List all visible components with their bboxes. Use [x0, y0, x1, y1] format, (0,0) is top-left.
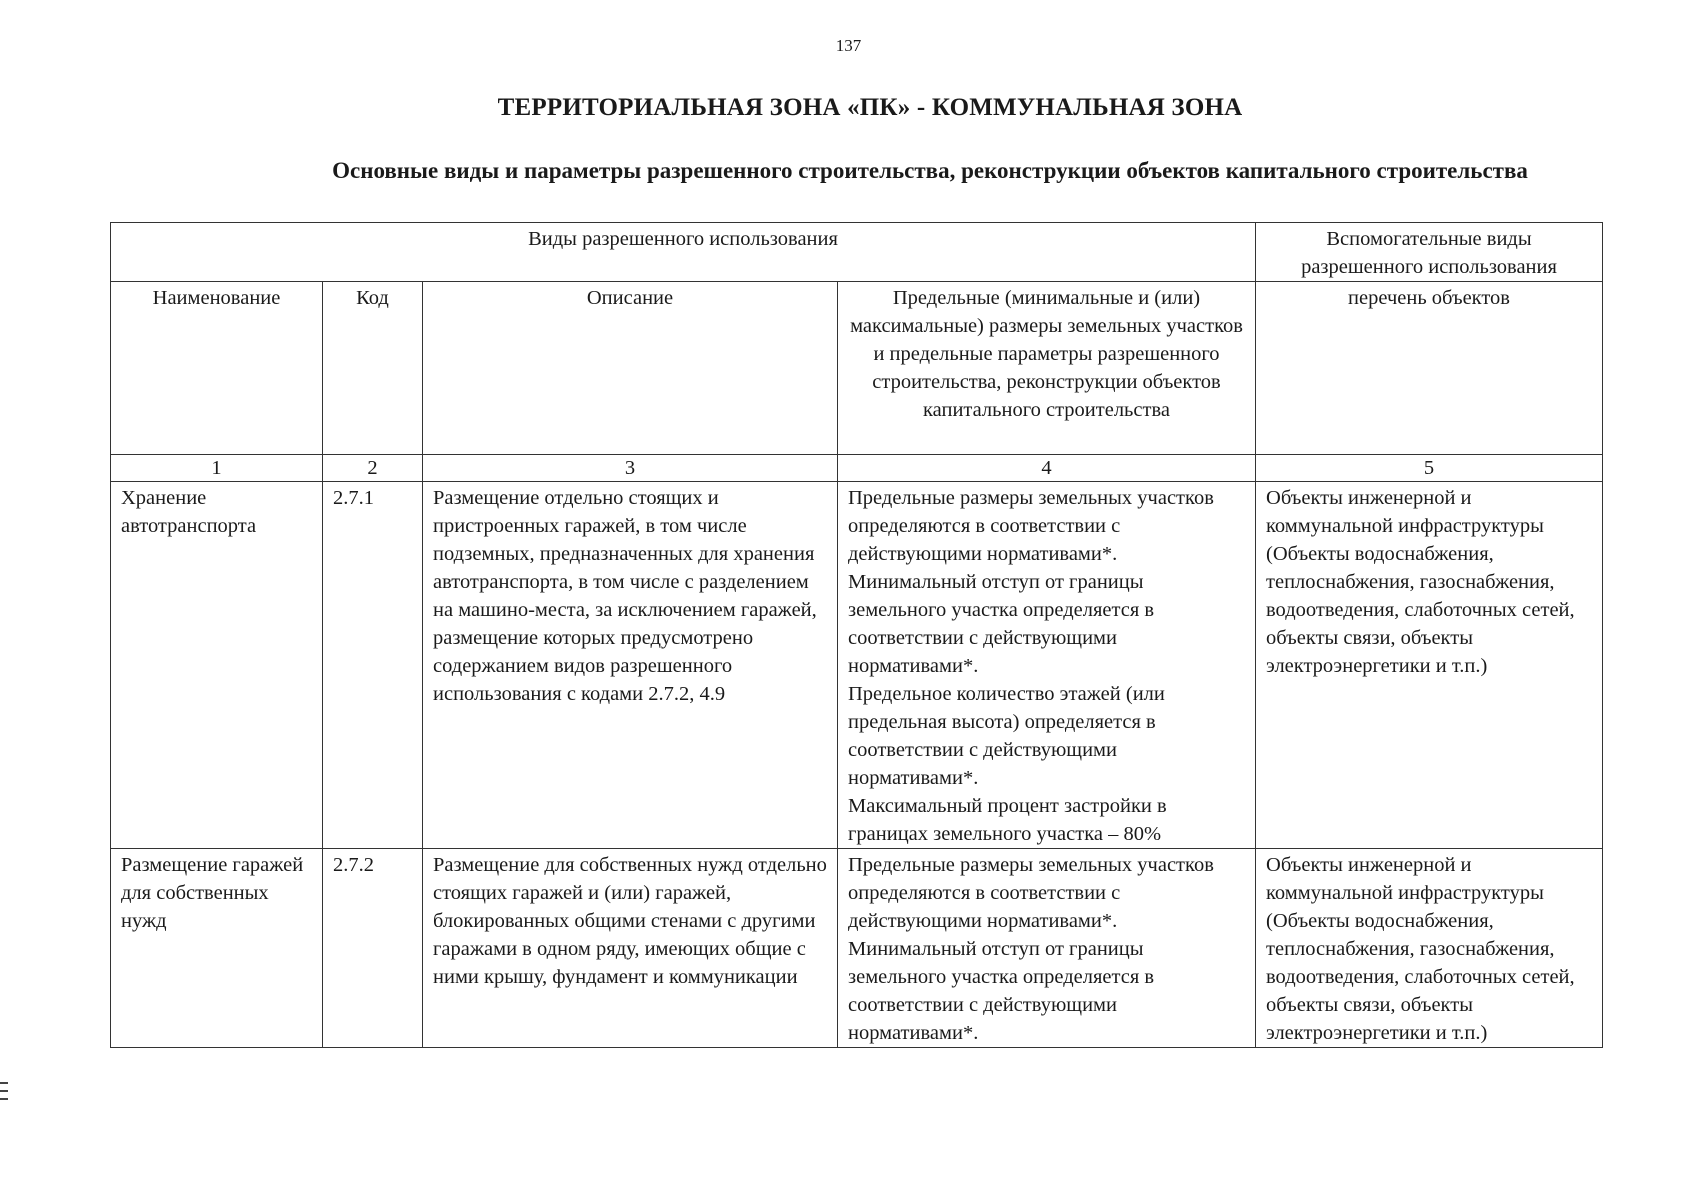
- column-number: 5: [1256, 455, 1603, 482]
- column-header-description: Описание: [423, 282, 838, 455]
- use-objects: Объекты инженерной и коммунальной инфраструктуры (Объекты водоснабжения, теплоснабжения, газоснабжения, водоотведения, слаботочных сетей, объекты связи, объекты электроэнергетики и т.п.): [1256, 482, 1603, 849]
- limit-item: Предельные размеры земельных участков определяются в соответствии с действующими нормативами*.: [848, 487, 1214, 565]
- use-limits: [838, 849, 1256, 1048]
- group-header-main: Виды разрешенного использования: [111, 223, 1256, 282]
- column-number: 2: [323, 455, 423, 482]
- column-number: 4: [838, 455, 1256, 482]
- use-objects: Объекты инженерной и коммунальной инфраструктуры (Объекты водоснабжения, теплоснабжения, газоснабжения, водоотведения, слаботочных сетей, объекты связи, объекты электроэнергетики и т.п.): [1256, 849, 1603, 1048]
- limit-item: Предельные размеры земельных участков определяются в соответствии с действующими нормативами*.: [848, 854, 1214, 932]
- limit-item: Минимальный отступ от границы земельного участка определяется в соответствии с действующими нормативами*.: [848, 571, 1155, 677]
- use-name: Хранение автотранспорта: [111, 482, 323, 849]
- table-row: [111, 482, 1603, 849]
- column-number: 1: [111, 455, 323, 482]
- use-limits: [838, 482, 1256, 849]
- use-description: Размещение отдельно стоящих и пристроенных гаражей, в том числе подземных, предназначенных для хранения автотранспорта, в том числе с разделением на машино-места, за исключением гаражей, размещение которых предусмотрено содержанием видов разрешенного использования с кодами 2.7.2, 4.9: [423, 482, 838, 849]
- column-number: 3: [423, 455, 838, 482]
- scan-artifact-mark: [0, 1090, 8, 1092]
- permitted-use-table: [110, 222, 1603, 1048]
- column-header-row: [111, 282, 1603, 455]
- use-name: Размещение гаражей для собственных нужд: [111, 849, 323, 1048]
- column-header-limits: Предельные (минимальные и (или) максимальные) размеры земельных участков и предельные параметры разрешенного строительства, реконструкции объектов капитального строительства: [838, 282, 1256, 455]
- use-code: 2.7.1: [323, 482, 423, 849]
- limit-item: Минимальный отступ от границы земельного участка определяется в соответствии с действующими нормативами*.: [848, 938, 1155, 1044]
- limit-item: Предельное количество этажей (или предельная высота) определяется в соответствии с действующими нормативами*.: [848, 683, 1165, 789]
- column-header-code: Код: [323, 282, 423, 455]
- column-header-name: Наименование: [111, 282, 323, 455]
- use-description: Размещение для собственных нужд отдельно стоящих гаражей и (или) гаражей, блокированных общими стенами с другими гаражами в одном ряду, имеющих общие с ними крышу, фундамент и коммуникации: [423, 849, 838, 1048]
- section-subtitle: Основные виды и параметры разрешенного строительства, реконструкции объектов капитального строительства: [332, 158, 1528, 183]
- group-header-auxiliary: Вспомогательные виды разрешенного использования: [1256, 223, 1603, 282]
- use-code: 2.7.2: [323, 849, 423, 1048]
- column-number-row: [111, 455, 1603, 482]
- scan-artifact-mark: [0, 1082, 8, 1084]
- page-number: 137: [835, 36, 862, 55]
- zone-title: ТЕРРИТОРИАЛЬНАЯ ЗОНА «ПК» - КОММУНАЛЬНАЯ ЗОНА: [497, 94, 1243, 121]
- scan-artifact-mark: [0, 1098, 8, 1100]
- group-header-row: [111, 223, 1603, 282]
- column-header-objects: перечень объектов: [1256, 282, 1603, 455]
- limit-item: Максимальный процент застройки в границах земельного участка – 80%: [848, 795, 1167, 845]
- table-row: [111, 849, 1603, 1048]
